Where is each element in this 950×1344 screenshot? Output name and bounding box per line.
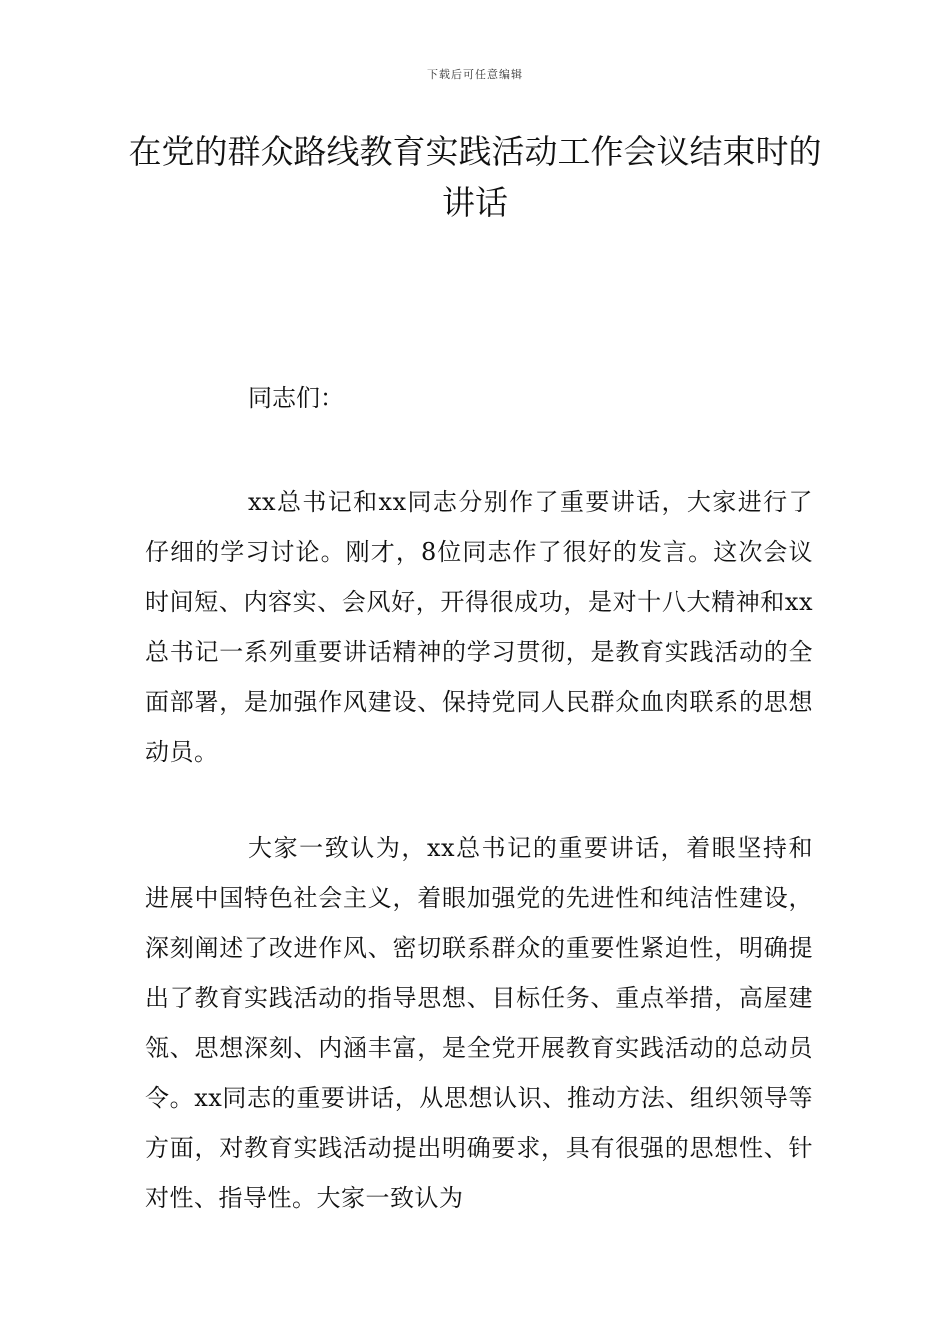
header-note: 下载后可任意编辑 [427,68,523,81]
paragraph-1: xx总书记和xx同志分别作了重要讲话，大家进行了仔细的学习讨论。刚才，8位同志作了很好的发言。这次会议时间短、内容实、会风好，开得很成功，是对十八大精神和xx总书记一系列重要讲话精神的学习贯彻，是教育实践活动的全面部署，是加强作风建设、保持党同人民群众血肉联系的思想动员。 [145,488,813,766]
document-title: 在党的群众路线教育实践活动工作会议结束时的讲话 [128,132,822,222]
salutation: 同志们： [248,384,344,412]
paragraph-2: 大家一致认为，xx总书记的重要讲话，着眼坚持和进展中国特色社会主义，着眼加强党的先进性和纯洁性建设，深刻阐述了改进作风、密切联系群众的重要性紧迫性，明确提出了教育实践活动的指导思想、目标任务、重点举措，高屋建瓴、思想深刻、内涵丰富，是全党开展教育实践活动的总动员令。xx同志的重要讲话，从思想认识、推动方法、组织领导等方面，对教育实践活动提出明确要求，具有很强的思想性、针对性、指导性。大家一致认为 [145,834,813,1212]
